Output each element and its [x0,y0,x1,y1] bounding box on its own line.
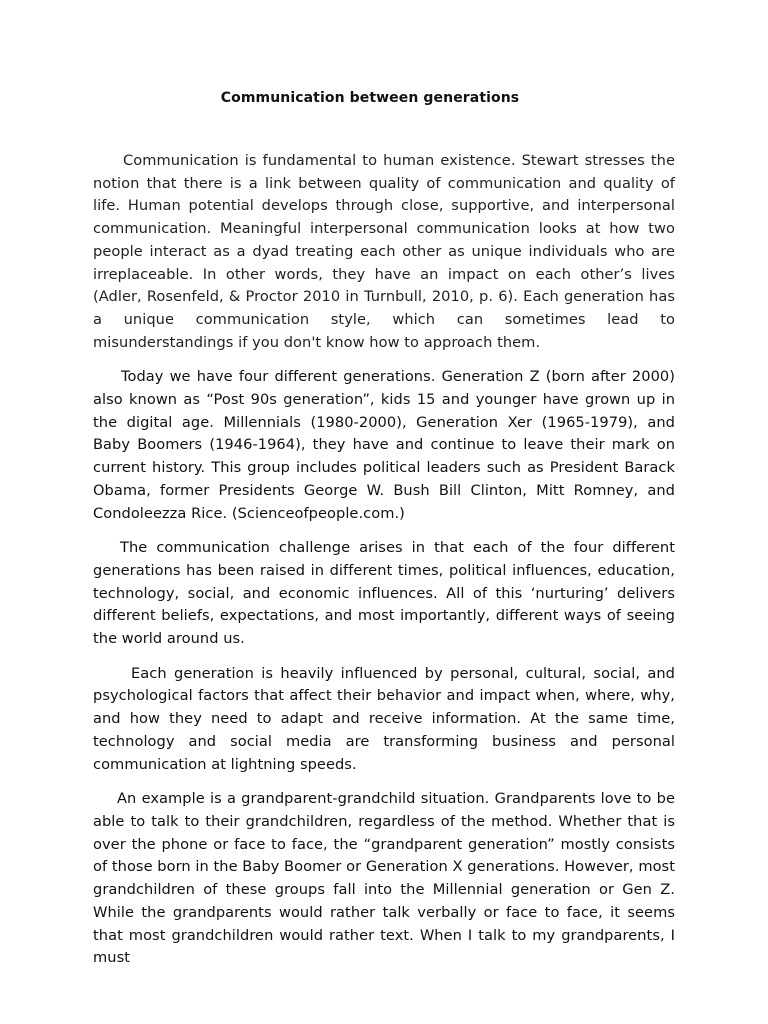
paragraph-4: Each generation is heavily influenced by personal, cultural, social, and psychological factors that affect their behavior and impact when, where, why, and how they need to adapt and receive information. At the same time, technology and social media are transforming business and personal communication at lightning speeds. [93,664,675,773]
paragraph-3: The communication challenge arises in that each of the four different generations has been raised in different times, political influences, education, technology, social, and economic influences. All of this ‘nurturing’ delivers different beliefs, expectations, and most importantly, different ways of seeing the world around us. [93,539,675,648]
document-title: Communication between generations [220,90,520,106]
document-body [93,150,675,982]
paragraph-2: Today we have four different generations. Generation Z (born after 2000) also known as “Post 90s generation”, kids 15 and younger have grown up in the digital age. Millennials (1980-2000), Generation Xer (1965-1979), and Baby Boomers (1946-1964), they have and continue to leave their mark on current history. This group includes political leaders such as President Barack Obama, former Presidents George W. Bush Bill Clinton, Mitt Romney, and Condoleezza Rice. (Scienceofpeople.com.) [93,368,675,522]
paragraph-5: An example is a grandparent-grandchild situation. Grandparents love to be able to talk to their grandchildren, regardless of the method. Whether that is over the phone or face to face, the “grandparent generation” mostly consists of those born in the Baby Boomer or Generation X generations. However, most grandchildren of these groups fall into the Millennial generation or Gen Z. While the grandparents would rather talk verbally or face to face, it seems that most grandchildren would rather text. When I talk to my grandparents, I must [93,790,675,967]
paragraph-1: Communication is fundamental to human existence. Stewart stresses the notion that there is a link between quality of communication and quality of life. Human potential develops through close, supportive, and interpersonal communication. Meaningful interpersonal communication looks at how two people interact as a dyad treating each other as unique individuals who are irreplaceable. In other words, they have an impact on each other’s lives (Adler, Rosenfeld, & Proctor 2010 in Turnbull, 2010, p. 6). Each generation has a unique communication style, which can sometimes lead to misunderstandings if you don't know how to approach them. [93,152,675,351]
